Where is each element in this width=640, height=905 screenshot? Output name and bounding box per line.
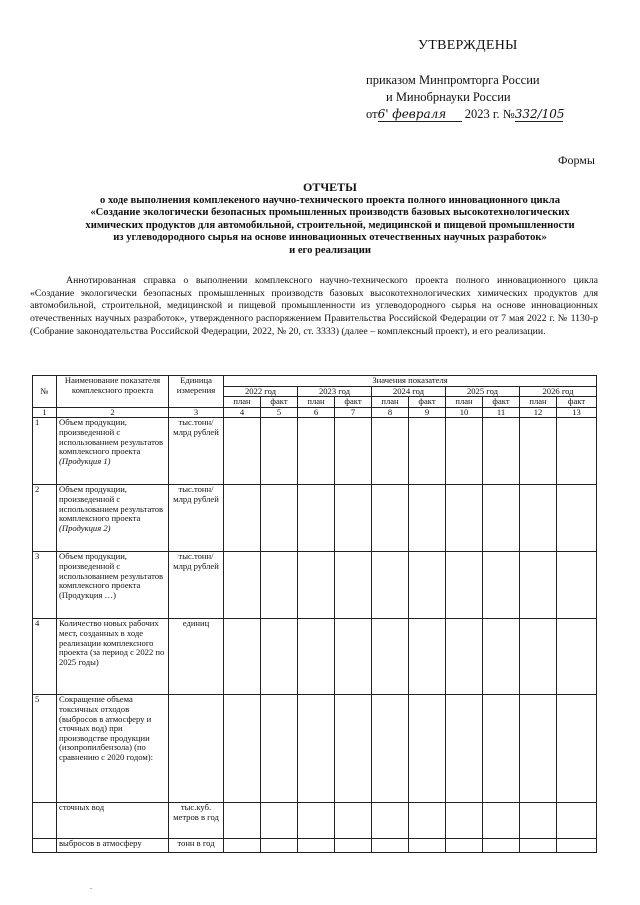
table-body: [33, 418, 597, 853]
header-fact: факт: [557, 397, 597, 408]
value-cell[interactable]: [261, 695, 298, 803]
value-cell[interactable]: [298, 695, 335, 803]
value-cell[interactable]: [557, 552, 597, 619]
value-cell[interactable]: [261, 552, 298, 619]
table-row: [33, 695, 597, 803]
value-cell[interactable]: [298, 418, 335, 485]
approval-heading: УТВЕРЖДЕНЫ: [418, 38, 518, 53]
row-number: [33, 803, 57, 839]
row-number: 4: [33, 619, 57, 695]
value-cell[interactable]: [335, 619, 372, 695]
row-unit: [169, 695, 224, 803]
value-cell[interactable]: [224, 619, 261, 695]
value-cell[interactable]: [298, 552, 335, 619]
value-cell[interactable]: [409, 839, 446, 853]
title-line: из углеводородного сырья на основе инновационных отечественных научных разработок»: [113, 232, 547, 244]
col-number: 7: [335, 407, 372, 418]
header-plan: план: [224, 397, 261, 408]
row-number: 2: [33, 485, 57, 552]
value-cell[interactable]: [520, 418, 557, 485]
approval-line-1: приказом Минпромторга России: [366, 73, 540, 87]
value-cell[interactable]: [372, 418, 409, 485]
approval-year-text: 2023 г. №: [464, 107, 515, 121]
col-number: 4: [224, 407, 261, 418]
header-year: 2022 год: [224, 386, 298, 397]
value-cell[interactable]: [261, 803, 298, 839]
value-cell[interactable]: [409, 803, 446, 839]
subrow-unit: тонн в год: [169, 839, 224, 853]
title-line: химических продуктов для автомобильной, строительной, медицинской и пищевой промышленности: [85, 219, 575, 231]
value-cell[interactable]: [261, 619, 298, 695]
title-main: ОТЧЕТЫ: [303, 180, 357, 194]
title-line: о ходе выполнения комплекеного научно-технического проекта полного инновационного цикла: [100, 194, 560, 206]
col-number: 10: [446, 407, 483, 418]
value-cell[interactable]: [224, 418, 261, 485]
value-cell[interactable]: [261, 839, 298, 853]
value-cell[interactable]: [261, 485, 298, 552]
header-year: 2024 год: [372, 386, 446, 397]
value-cell[interactable]: [483, 803, 520, 839]
value-cell[interactable]: [409, 485, 446, 552]
row-unit: единиц: [169, 619, 224, 695]
col-number: 5: [261, 407, 298, 418]
value-cell[interactable]: [224, 485, 261, 552]
header-indicator-name: Наименование показателя комплексного проекта: [57, 376, 169, 408]
subrow-name: сточных вод: [57, 803, 169, 839]
value-cell[interactable]: [372, 839, 409, 853]
header-plan: план: [520, 397, 557, 408]
approval-prefix: от: [366, 107, 378, 121]
value-cell[interactable]: [520, 552, 557, 619]
value-cell[interactable]: [372, 485, 409, 552]
table-row: [33, 619, 597, 695]
header-plan: план: [372, 397, 409, 408]
row-indicator-name: [57, 695, 169, 803]
value-cell[interactable]: [372, 695, 409, 803]
title-line: «Создание экологически безопасных промышленных производств базовых высокотехнологических: [90, 207, 570, 219]
value-cell[interactable]: [446, 552, 483, 619]
indicators-table: [32, 375, 597, 853]
col-number: 11: [483, 407, 520, 418]
value-cell[interactable]: [224, 695, 261, 803]
value-cell[interactable]: [335, 803, 372, 839]
row-number: [33, 839, 57, 853]
col-number: 12: [520, 407, 557, 418]
row-indicator-name: [57, 552, 169, 619]
forms-label: Формы: [558, 153, 595, 167]
value-cell[interactable]: [557, 803, 597, 839]
value-cell[interactable]: [483, 619, 520, 695]
row-number: 3: [33, 552, 57, 619]
value-cell[interactable]: [557, 839, 597, 853]
scan-mark: .: [90, 882, 92, 891]
value-cell[interactable]: [224, 803, 261, 839]
value-cell[interactable]: [557, 418, 597, 485]
handwritten-date: 6' февраля: [378, 107, 462, 122]
title-line: и его реализации: [289, 244, 371, 256]
subrow-unit: тыс.куб. метров в год: [169, 803, 224, 839]
row-name-text: Объем продукции, произведенной с использованием результатов комплексного проекта: [59, 484, 164, 524]
value-cell[interactable]: [335, 695, 372, 803]
value-cell[interactable]: [483, 552, 520, 619]
row-name-text: Сокращение объема токсичных отходов (выбросов в атмосферу и сточных вод) при производстве продукции (изопропилбензола) (по сравнению с 2020 годом):: [59, 694, 154, 762]
col-number: 9: [409, 407, 446, 418]
value-cell[interactable]: [298, 485, 335, 552]
value-cell[interactable]: [557, 485, 597, 552]
value-cell[interactable]: [446, 839, 483, 853]
row-name-italic: (Продукция 1): [59, 455, 111, 466]
value-cell[interactable]: [557, 695, 597, 803]
value-cell[interactable]: [446, 803, 483, 839]
value-cell[interactable]: [446, 418, 483, 485]
table-row: [33, 552, 597, 619]
value-cell[interactable]: [409, 619, 446, 695]
value-cell[interactable]: [557, 619, 597, 695]
row-name-italic: (Продукция 2): [59, 522, 111, 533]
subrow-name: выбросов в атмосферу: [57, 839, 169, 853]
row-unit: тыс.тонн/ млрд рублей: [169, 418, 224, 485]
header-values: Значения показателя: [224, 376, 597, 387]
col-number: 1: [33, 407, 57, 418]
col-number: 8: [372, 407, 409, 418]
row-name-text: Количество новых рабочих мест, созданных в ходе реализации комплексного проекта (за период с 2022 по 2025 годы): [59, 618, 165, 667]
col-number: 3: [169, 407, 224, 418]
annotation-paragraph: Аннотированная справка о выполнении комплексного научно-технического проекта полного инновационного цикла «Создание экологически безопасных промышленных производств базовых высокотехнологических химических продуктов для автомобильной, строительной, медицинской и пищевой промышленности из углеводородного сырья на основе инновационных отечественных научных разработок», утвержденного распоряжением Правительства Российской Федерации от 7 мая 2022 г. № 1130-р (Собрание законодательства Российской Федерации, 2022, № 20, ст. 3333) (далее – комплексный проект), и его реализации.: [30, 275, 598, 337]
value-cell[interactable]: [298, 839, 335, 853]
value-cell[interactable]: [372, 619, 409, 695]
row-unit: тыс.тонн/ млрд рублей: [169, 485, 224, 552]
col-number: 2: [57, 407, 169, 418]
table-subrow: [33, 803, 597, 839]
header-fact: факт: [261, 397, 298, 408]
value-cell[interactable]: [446, 485, 483, 552]
value-cell[interactable]: [224, 839, 261, 853]
value-cell[interactable]: [335, 418, 372, 485]
value-cell[interactable]: [298, 619, 335, 695]
value-cell[interactable]: [520, 485, 557, 552]
row-indicator-name: [57, 619, 169, 695]
value-cell[interactable]: [483, 485, 520, 552]
header-year: 2023 год: [298, 386, 372, 397]
value-cell[interactable]: [520, 695, 557, 803]
table-row: [33, 418, 597, 485]
row-name-text: Объем продукции, произведенной с использованием результатов комплексного проекта (Продукция …): [59, 551, 164, 600]
approval-date-line: [366, 107, 563, 122]
value-cell[interactable]: [335, 485, 372, 552]
document-title: [60, 181, 600, 258]
value-cell[interactable]: [298, 803, 335, 839]
value-cell[interactable]: [483, 695, 520, 803]
value-cell[interactable]: [483, 839, 520, 853]
header-year: 2025 год: [446, 386, 520, 397]
value-cell[interactable]: [372, 552, 409, 619]
value-cell[interactable]: [224, 552, 261, 619]
value-cell[interactable]: [409, 695, 446, 803]
value-cell[interactable]: [520, 803, 557, 839]
row-indicator-name: [57, 485, 169, 552]
header-year: 2026 год: [520, 386, 597, 397]
header-fact: факт: [409, 397, 446, 408]
value-cell[interactable]: [372, 803, 409, 839]
value-cell[interactable]: [409, 418, 446, 485]
value-cell[interactable]: [446, 695, 483, 803]
row-number: 1: [33, 418, 57, 485]
value-cell[interactable]: [520, 619, 557, 695]
value-cell[interactable]: [335, 552, 372, 619]
value-cell[interactable]: [261, 418, 298, 485]
header-unit: Единица измерения: [169, 376, 224, 408]
header-fact: факт: [483, 397, 520, 408]
approval-line-2: и Минобрнауки России: [386, 90, 511, 104]
row-name-text: Объем продукции, произведенной с использованием результатов комплексного проекта: [59, 417, 164, 457]
value-cell[interactable]: [335, 839, 372, 853]
col-number: 6: [298, 407, 335, 418]
row-indicator-name: [57, 418, 169, 485]
table-subrow: [33, 839, 597, 853]
header-plan: план: [446, 397, 483, 408]
row-unit: тыс.тонн/ млрд рублей: [169, 552, 224, 619]
handwritten-number: 332/105: [514, 107, 565, 121]
header-fact: факт: [335, 397, 372, 408]
value-cell[interactable]: [409, 552, 446, 619]
value-cell[interactable]: [520, 839, 557, 853]
value-cell[interactable]: [483, 418, 520, 485]
row-number: 5: [33, 695, 57, 803]
col-number: 13: [557, 407, 597, 418]
value-cell[interactable]: [446, 619, 483, 695]
header-plan: план: [298, 397, 335, 408]
header-number: №: [33, 376, 57, 408]
table-row: [33, 485, 597, 552]
